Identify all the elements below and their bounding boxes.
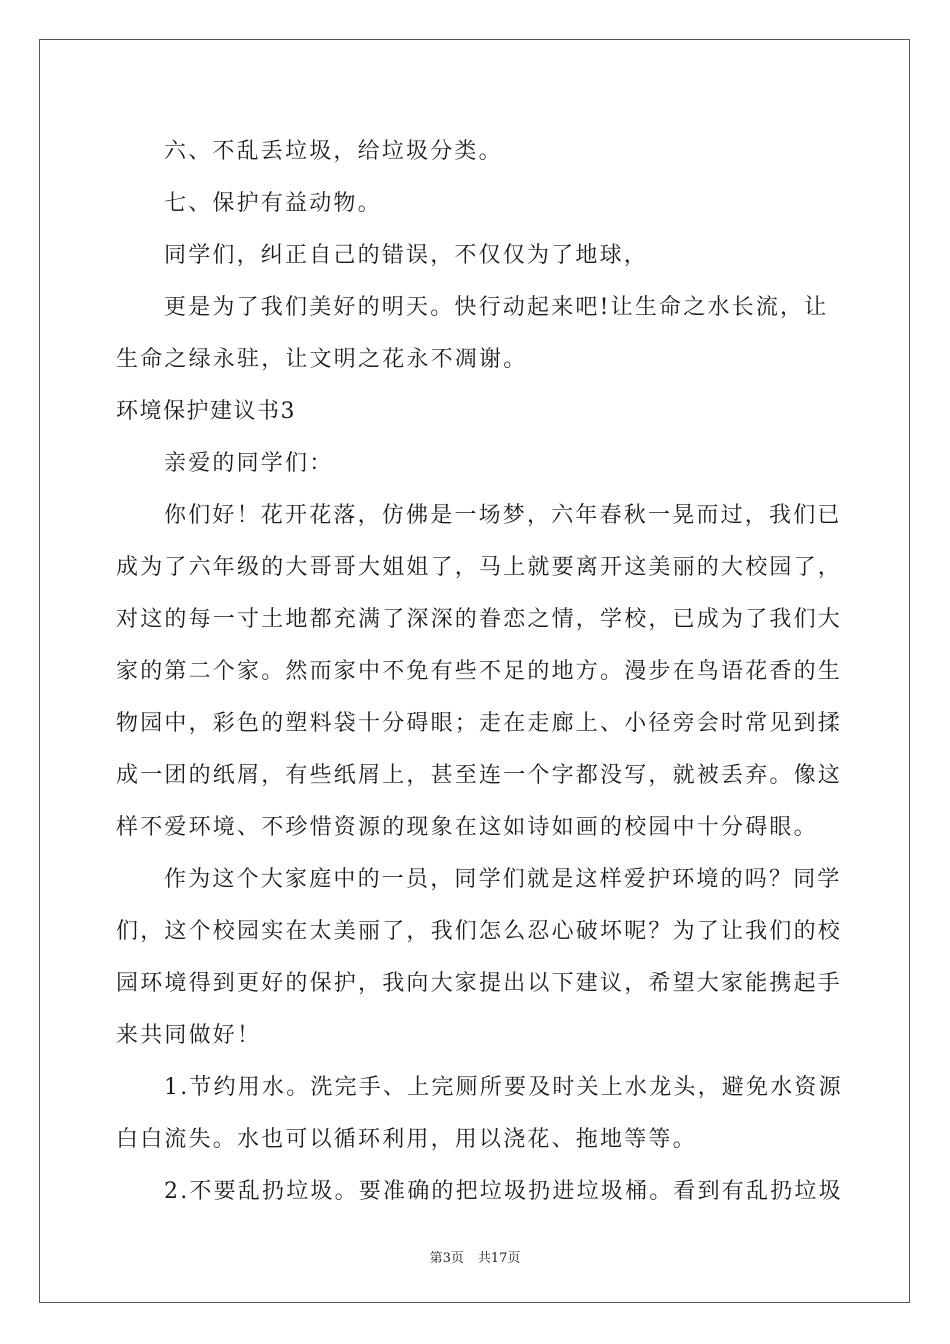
page-number: 第3页 <box>429 1251 464 1266</box>
text-line: 你们好！花开花落，仿佛是一场梦，六年春秋一晃而过，我们已 <box>164 503 842 528</box>
text-line: 白白流失。水也可以循环利用，用以浇花、拖地等等。 <box>116 1127 697 1152</box>
text-line: 们，这个校园实在太美丽了，我们怎么忍心破坏呢？为了让我们的校 <box>116 919 843 944</box>
text-line: 样不爱环境、不珍惜资源的现象在这如诗如画的校园中十分碍眼。 <box>116 815 818 840</box>
text-line: 成一团的纸屑，有些纸屑上，甚至连一个字都没写，就被丢弃。像这 <box>116 763 843 788</box>
text-line: 生命之绿永驻，让文明之花永不凋谢。 <box>116 347 528 372</box>
text-line: 家的第二个家。然而家中不免有些不足的地方。漫步在鸟语花香的生 <box>116 659 843 684</box>
text-line: 来共同做好！ <box>116 1023 262 1048</box>
text-line: 物园中，彩色的塑料袋十分碍眼；走在走廊上、小径旁会时常见到揉 <box>116 711 843 736</box>
text-line: 2.不要乱扔垃圾。要准确的把垃圾扔进垃圾桶。看到有乱扔垃圾 <box>164 1179 843 1204</box>
text-line: 作为这个大家庭中的一员，同学们就是这样爱护环境的吗？同学 <box>164 867 842 892</box>
text-line: 成为了六年级的大哥哥大姐姐了，马上就要离开这美丽的大校园了， <box>116 555 843 580</box>
text-line: 1.节约用水。洗完手、上完厕所要及时关上水龙头，避免水资源 <box>164 1075 843 1100</box>
text-line: 园环境得到更好的保护，我向大家提出以下建议，希望大家能携起手 <box>116 971 843 996</box>
text-line: 六、不乱丢垃圾，给垃圾分类。 <box>164 139 503 164</box>
text-line: 更是为了我们美好的明天。快行动起来吧!让生命之水长流，让 <box>164 295 829 320</box>
text-line: 对这的每一寸土地都充满了深深的眷恋之情，学校，已成为了我们大 <box>116 607 843 632</box>
text-line: 七、保护有益动物。 <box>164 191 382 216</box>
document-body <box>116 126 843 1218</box>
page-footer <box>0 1247 950 1266</box>
text-line: 同学们，纠正自己的错误，不仅仅为了地球， <box>164 243 649 268</box>
text-line: 亲爱的同学们： <box>164 451 334 476</box>
section-heading: 环境保护建议书3 <box>116 399 296 424</box>
page-total: 共17页 <box>477 1251 521 1266</box>
